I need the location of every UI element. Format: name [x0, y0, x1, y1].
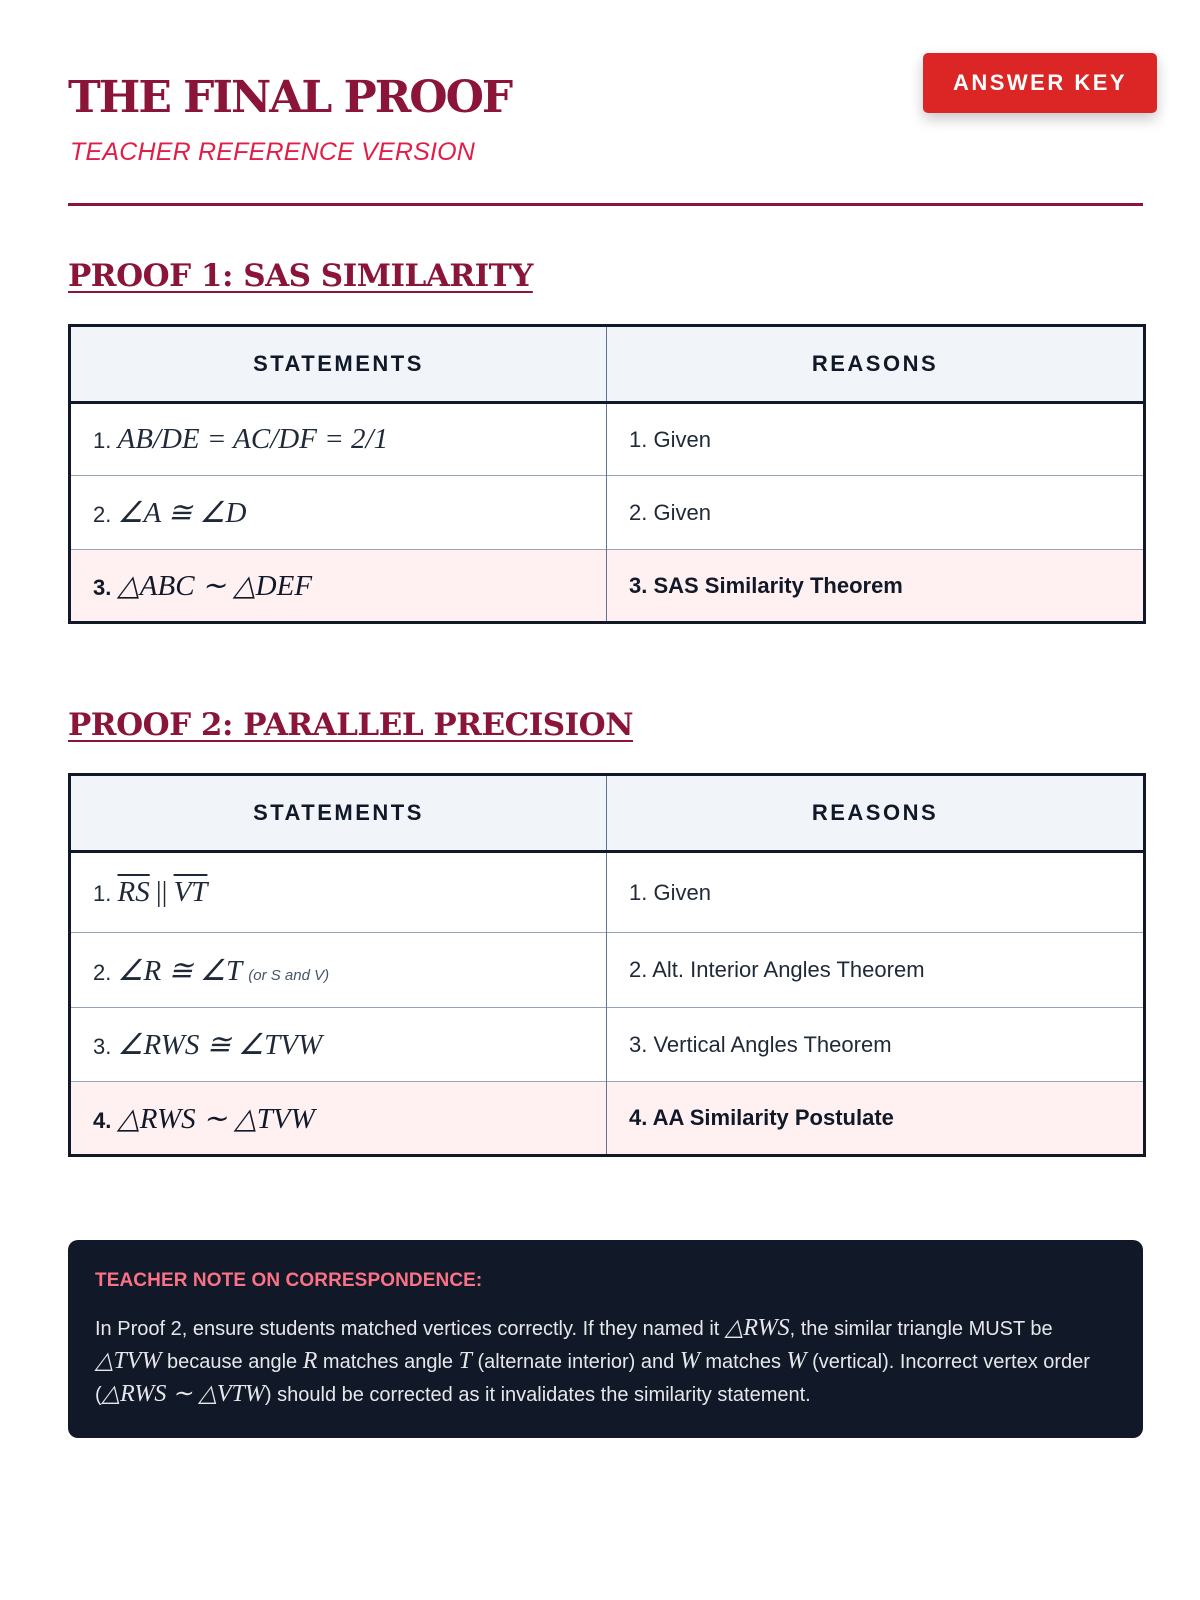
- note-math: T: [458, 1348, 472, 1374]
- statement-cell: [70, 852, 607, 933]
- step-number: 1.: [93, 881, 112, 906]
- table-row: [70, 1008, 1145, 1082]
- note-math: △TVW: [95, 1348, 162, 1374]
- reason-cell: 3. Vertical Angles Theorem: [607, 1008, 1145, 1082]
- step-number: 3.: [93, 575, 112, 600]
- step-number: 3.: [93, 1034, 112, 1059]
- table-row: [70, 476, 1145, 550]
- proof2-header-row: [70, 775, 1145, 852]
- reason-cell: 2. Alt. Interior Angles Theorem: [607, 933, 1145, 1008]
- statement-cell: [70, 1082, 607, 1156]
- proof1-table: [68, 324, 1146, 624]
- statement-math: ∠RWS ≅ ∠TVW: [117, 1029, 323, 1061]
- reason-cell: 4. AA Similarity Postulate: [607, 1082, 1145, 1156]
- note-text: matches angle: [317, 1351, 459, 1373]
- answer-key-badge: ANSWER KEY: [923, 53, 1157, 113]
- statement-math: ∠A ≅ ∠D: [117, 497, 247, 529]
- note-text: (alternate interior) and: [471, 1351, 680, 1373]
- proof1-title: PROOF 1: SAS SIMILARITY: [68, 258, 533, 294]
- note-math: W: [786, 1348, 807, 1374]
- statements-header: STATEMENTS: [70, 775, 607, 852]
- reason-cell: 1. Given: [607, 852, 1145, 933]
- note-text: matches: [699, 1351, 787, 1373]
- table-row: [70, 852, 1145, 933]
- statement-cell: [70, 933, 607, 1008]
- reasons-header: REASONS: [607, 775, 1145, 852]
- statement-cell: [70, 550, 607, 623]
- proof2-title: PROOF 2: PARALLEL PRECISION: [68, 707, 634, 743]
- page-subtitle: TEACHER REFERENCE VERSION: [70, 138, 476, 166]
- conclusion-row: [70, 1082, 1145, 1156]
- reason-cell: 3. SAS Similarity Theorem: [607, 550, 1145, 623]
- statements-header: STATEMENTS: [70, 326, 607, 403]
- teacher-note: [68, 1240, 1143, 1438]
- reason-cell: 2. Given: [607, 476, 1145, 550]
- note-text: , the similar triangle MUST be: [789, 1318, 1053, 1340]
- statement-math: AB/DE = AC/DF = 2/1: [117, 423, 389, 455]
- note-text: because angle: [161, 1351, 303, 1373]
- note-math: W: [679, 1348, 700, 1374]
- table-row: [70, 403, 1145, 476]
- statement-cell: [70, 476, 607, 550]
- page-title: THE FINAL PROOF: [68, 72, 512, 123]
- statement-math: ∠R ≅ ∠T: [117, 954, 243, 987]
- statement-math: △RWS ∼ △TVW: [117, 1102, 315, 1135]
- note-text: ) should be corrected as it invalidates the similarity statement.: [264, 1384, 811, 1406]
- statement-math: △ABC ∼ △DEF: [117, 570, 313, 602]
- step-number: 2.: [93, 502, 112, 527]
- statement-aside: (or S and V): [248, 966, 330, 984]
- statement-cell: [70, 403, 607, 476]
- step-number: 2.: [93, 959, 112, 985]
- teacher-note-title: TEACHER NOTE ON CORRESPONDENCE:: [95, 1270, 483, 1291]
- teacher-note-body: [95, 1312, 1117, 1411]
- step-number: 1.: [93, 428, 112, 453]
- note-math: R: [302, 1348, 318, 1374]
- table-row: [70, 933, 1145, 1008]
- note-text: (vertical). Incorrect vertex order (: [95, 1351, 1090, 1406]
- step-number: 4.: [93, 1107, 112, 1133]
- segment-rs: $\overline{RS}$: [117, 876, 150, 908]
- proof1-header-row: [70, 326, 1145, 403]
- segment-vt: $\overline{VT}$: [173, 876, 208, 908]
- parallel-symbol: ||: [155, 876, 168, 908]
- conclusion-row: [70, 550, 1145, 623]
- page-header: [68, 0, 1143, 206]
- statement-cell: [70, 1008, 607, 1082]
- note-math: △RWS: [724, 1315, 790, 1341]
- reason-cell: 1. Given: [607, 403, 1145, 476]
- note-text: In Proof 2, ensure students matched vertices correctly. If they named it: [95, 1318, 725, 1340]
- proof2-table: [68, 773, 1146, 1157]
- reasons-header: REASONS: [607, 326, 1145, 403]
- answer-key-page: [68, 0, 1143, 1407]
- note-math: △RWS ∼ △VTW: [101, 1381, 265, 1407]
